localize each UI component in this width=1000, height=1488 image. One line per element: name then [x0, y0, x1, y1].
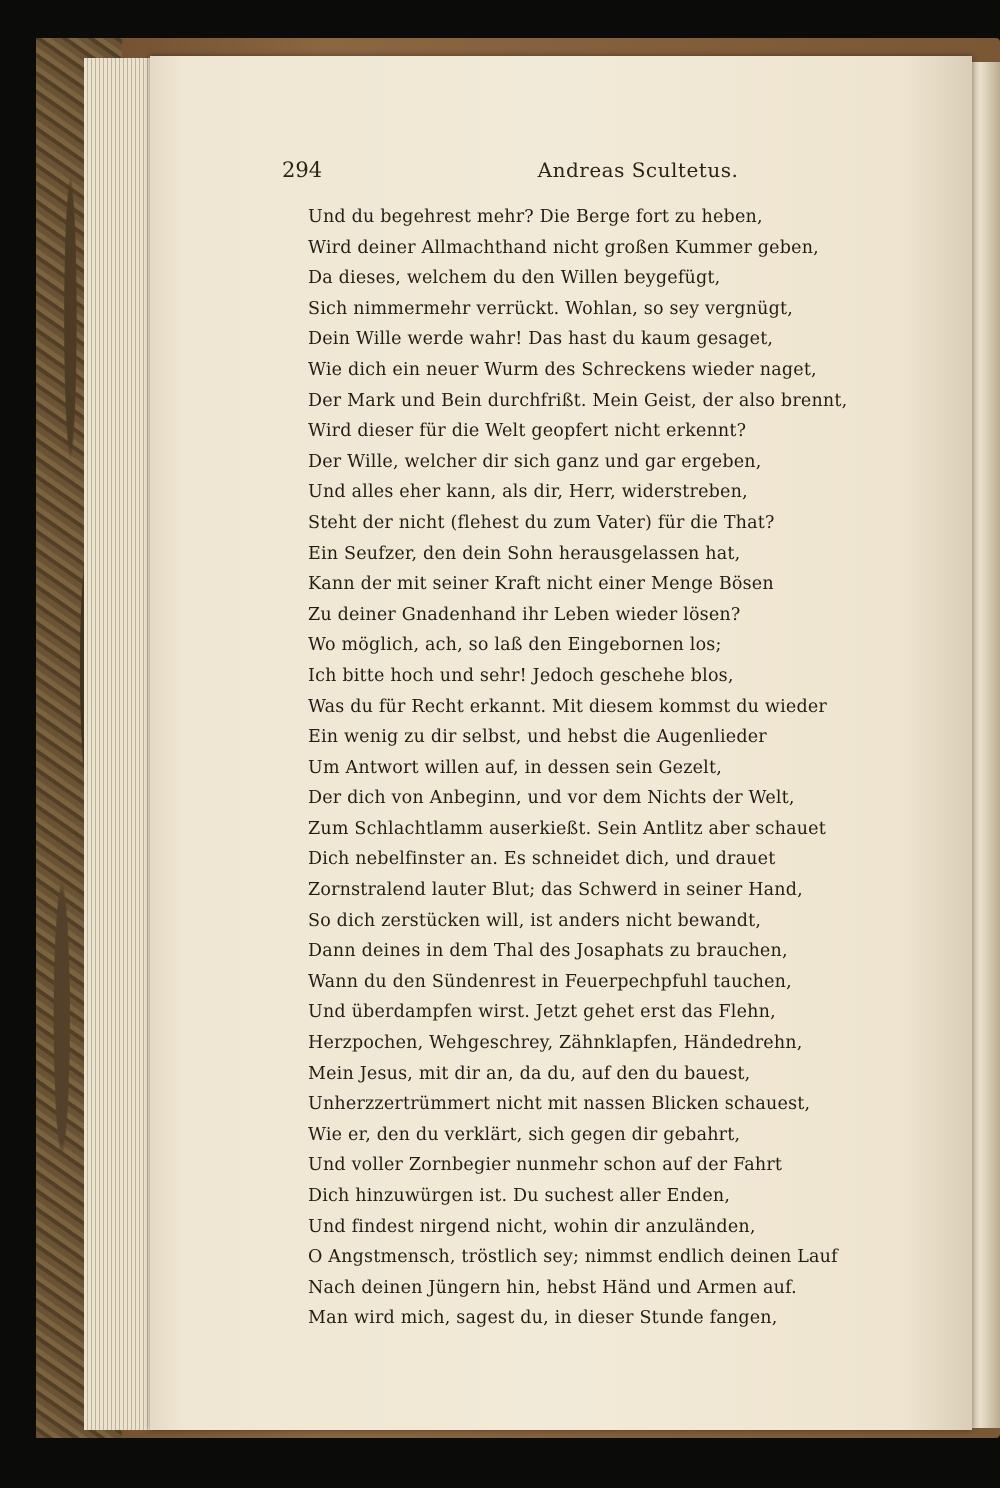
page-number: 294 — [282, 158, 323, 182]
text-line: Und du begehrest mehr? Die Berge fort zu heben, — [308, 207, 763, 227]
text-line: Was du für Recht erkannt. Mit diesem kommst du wieder — [308, 696, 827, 717]
text-line: Man wird mich, sagest du, in dieser Stunde fangen, — [308, 1308, 778, 1329]
text-line: Sich nimmermehr verrückt. Wohlan, so sey vergnügt, — [308, 298, 794, 319]
text-line: Wird dieser für die Welt geopfert nicht erkennt? — [308, 421, 747, 442]
text-line: Und überdampfen wirst. Jetzt gehet erst das Flehn, — [308, 1002, 776, 1023]
text-line: Zu deiner Gnadenhand ihr Leben wieder lösen? — [308, 604, 741, 625]
text-line: Ein wenig zu dir selbst, und hebst die Augenlieder — [308, 727, 767, 748]
text-line: Dich nebelfinster an. Es schneidet dich, und drauet — [308, 849, 776, 870]
text-line: So dich zerstücken will, ist anders nicht bewandt, — [308, 910, 762, 931]
poem-text — [308, 202, 856, 1334]
text-line: O Angstmensch, tröstlich sey; nimmst endlich deinen Lauf — [308, 1247, 838, 1268]
text-line: Wie er, den du verklärt, sich gegen dir gebahrt, — [308, 1124, 741, 1145]
text-line: Ein Seufzer, den dein Sohn herausgelassen hat, — [308, 543, 741, 564]
text-line: Wann du den Sündenrest in Feuerpechpfuhl tauchen, — [308, 971, 792, 992]
text-line: Zum Schlachtlamm auserkießt. Sein Antlitz aber schauet — [308, 818, 826, 839]
text-line: Herzpochen, Wehgeschrey, Zähnklapfen, Händedrehn, — [308, 1033, 803, 1054]
text-line: Ich bitte hoch und sehr! Jedoch geschehe blos, — [308, 665, 734, 686]
text-line: Dich hinzuwürgen ist. Du suchest aller Enden, — [308, 1186, 731, 1206]
text-line: Um Antwort willen auf, in dessen sein Gezelt, — [308, 757, 722, 778]
facing-page-edge — [968, 62, 1000, 1428]
text-line: Und voller Zornbegier nunmehr schon auf der Fahrt — [308, 1155, 783, 1176]
text-line: Dein Wille werde wahr! Das hast du kaum gesaget, — [308, 329, 774, 350]
text-line: Der Mark und Bein durchfrißt. Mein Geist, der also brennt, — [308, 390, 848, 411]
text-line: Unherzzertrümmert nicht mit nassen Blicken schauest, — [308, 1094, 811, 1115]
text-line: Wie dich ein neuer Wurm des Schreckens wieder naget, — [308, 359, 817, 380]
text-line: Zornstralend lauter Blut; das Schwerd in seiner Hand, — [308, 880, 803, 901]
text-line: Kann der mit seiner Kraft nicht einer Menge Bösen — [308, 574, 774, 595]
text-line: Nach deinen Jüngern hin, hebst Händ und Armen auf. — [308, 1277, 797, 1298]
text-line: Der Wille, welcher dir sich ganz und gar ergeben, — [308, 451, 762, 472]
text-line: Steht der nicht (flehest du zum Vater) für die That? — [308, 512, 775, 533]
text-line: Mein Jesus, mit dir an, da du, auf den du bauest, — [308, 1063, 751, 1084]
text-line: Dann deines in dem Thal des Josaphats zu brauchen, — [308, 941, 788, 962]
running-head: Andreas Scultetus. — [537, 158, 739, 182]
text-line: Und findest nirgend nicht, wohin dir anzuländen, — [308, 1216, 756, 1237]
text-line: Wird deiner Allmachthand nicht großen Kummer geben, — [308, 237, 819, 258]
page-header — [282, 158, 854, 192]
text-line: Wo möglich, ach, so laß den Eingebornen los; — [308, 635, 722, 656]
text-line: Und alles eher kann, als dir, Herr, widerstreben, — [308, 482, 748, 503]
text-line: Der dich von Anbeginn, und vor dem Nichts der Welt, — [308, 788, 795, 809]
text-line: Da dieses, welchem du den Willen beygefügt, — [308, 268, 721, 289]
